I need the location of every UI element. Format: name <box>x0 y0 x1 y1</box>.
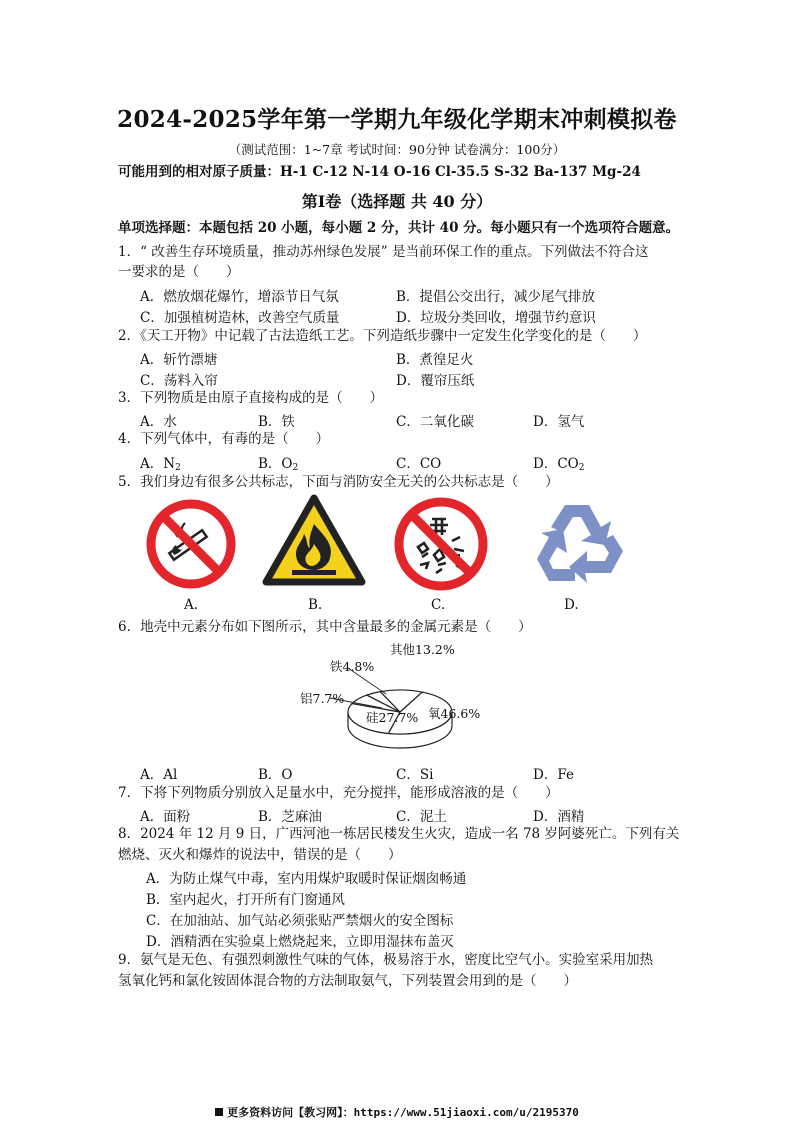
footer-link[interactable] <box>0 1104 794 1120</box>
pie-label-silicon: 硅27.7% <box>366 710 419 725</box>
pie-label-other: 其他13.2% <box>390 642 455 657</box>
no-fireworks-sign <box>392 495 490 593</box>
recycle-sign <box>525 497 629 589</box>
q6-stem: 6．地壳中元素分布如下图所示，其中含量最多的金属元素是（ ） <box>118 619 532 635</box>
exam-info: （测试范围：1~7章 考试时间：90分钟 试卷满分：100分） <box>228 142 566 157</box>
q9-stem-line1: 9．氨气是无色、有强烈刺激性气味的气体，极易溶于水，密度比空气小。实验室采用加热 <box>118 952 654 968</box>
q8-option-d: D．酒精洒在实验桌上燃烧起来，立即用湿抹布盖灭 <box>146 934 454 950</box>
q5-label-d: D. <box>564 597 579 613</box>
section-heading: 第Ⅰ卷（选择题 共 40 分） <box>301 192 493 211</box>
atomic-masses: 可能用到的相对原子质量：H-1 C-12 N-14 O-16 Cl-35.5 S-32 Ba-137 Mg-24 <box>118 164 641 180</box>
q3-option-a: A．水 <box>140 414 177 430</box>
footer-text: 更多资料访问【教习网】：https://www.51jiaoxi.com/u/2195370 <box>227 1106 579 1119</box>
flag-icon <box>215 1108 223 1116</box>
q9-stem-line2: 氢氧化钙和氯化铵固体混合物的方法制取氨气，下列装置会用到的是（ ） <box>118 973 577 989</box>
q1-stem-line1: 1．“ 改善生存环境质量，推动苏州绿色发展” 是当前环保工作的重点。下列做法不符合这 <box>118 244 649 260</box>
q2-option-d: D．覆帘压纸 <box>396 373 475 389</box>
pie-label-oxygen: 氧46.6% <box>428 706 481 721</box>
q1-option-d: D．垃圾分类回收，增强节约意识 <box>396 310 596 326</box>
exam-title: 2024-2025学年第一学期九年级化学期末冲刺模拟卷 <box>117 106 677 133</box>
q7-option-d: D．酒精 <box>533 809 585 825</box>
q7-option-b: B．芝麻油 <box>258 809 322 825</box>
q7-stem: 7．下将下列物质分别放入足量水中，充分搅拌，能形成溶液的是（ ） <box>118 785 559 801</box>
q4-option-b: B．$O_2$ <box>258 456 299 473</box>
q4-option-a: A．$N_2$ <box>140 456 181 473</box>
q1-option-a: A．燃放烟花爆竹，增添节日气氛 <box>140 289 339 305</box>
q8-stem-line2: 燃烧、灭火和爆炸的说法中，错误的是（ ） <box>118 847 402 863</box>
q5-label-b: B. <box>308 597 323 613</box>
q8-option-b: B．室内起火，打开所有门窗通风 <box>146 892 345 908</box>
q8-stem-line1: 8．2024 年 12 月 9 日，广西河池一栋居民楼发生火灾，造成一名 78 岁阿婆死亡。下列有关 <box>118 826 680 842</box>
q1-option-b: B．提倡公交出行，减少尾气排放 <box>396 289 595 305</box>
q6-option-d: D．Fe <box>533 767 574 783</box>
pie-label-iron: 铁4.8% <box>330 659 375 674</box>
q2-option-b: B．煮徨足火 <box>396 352 474 368</box>
q7-option-c: C．泥土 <box>396 809 447 825</box>
q8-option-a: A．为防止煤气中毒，室内用煤炉取暖时保证烟囱畅通 <box>146 871 467 887</box>
flammable-warning-sign <box>262 494 366 586</box>
instructions: 单项选择题：本题包括 20 小题，每小题 2 分，共计 40 分。每小题只有一个选项符合题意。 <box>118 220 680 236</box>
q4-option-d: D．$CO_2$ <box>533 456 585 473</box>
q2-option-c: C．荡料入帘 <box>140 373 218 389</box>
q3-option-b: B．铁 <box>258 414 295 430</box>
q5-stem: 5．我们身边有很多公共标志，下面与消防安全无关的公共标志是（ ） <box>118 474 559 490</box>
q6-option-b: B．O <box>258 767 293 783</box>
crust-element-pie-chart <box>290 636 510 766</box>
q8-option-c: C．在加油站、加气站必须张贴严禁烟火的安全图标 <box>146 913 454 929</box>
q2-stem: 2．《天工开物》中记载了古法造纸工艺。下列造纸步骤中一定发生化学变化的是（ ） <box>118 328 647 344</box>
q6-option-c: C．Si <box>396 767 434 783</box>
q1-option-c: C．加强植树造林，改善空气质量 <box>140 310 340 326</box>
q4-option-c: C．CO <box>396 456 442 472</box>
q3-stem: 3．下列物质是由原子直接构成的是（ ） <box>118 390 384 406</box>
q5-label-c: C. <box>431 597 446 613</box>
q2-option-a: A．斩竹漂塘 <box>140 352 218 368</box>
q6-option-a: A．Al <box>140 767 178 783</box>
no-smoking-sign <box>144 497 238 591</box>
q1-stem-line2: 一要求的是（ ） <box>118 264 240 280</box>
pie-label-aluminum: 铝7.7% <box>300 691 345 706</box>
q3-option-d: D．氢气 <box>533 414 585 430</box>
q5-label-a: A. <box>184 597 199 613</box>
q7-option-a: A．面粉 <box>140 809 191 825</box>
q4-stem: 4．下列气体中，有毒的是（ ） <box>118 431 330 447</box>
q3-option-c: C．二氧化碳 <box>396 414 474 430</box>
